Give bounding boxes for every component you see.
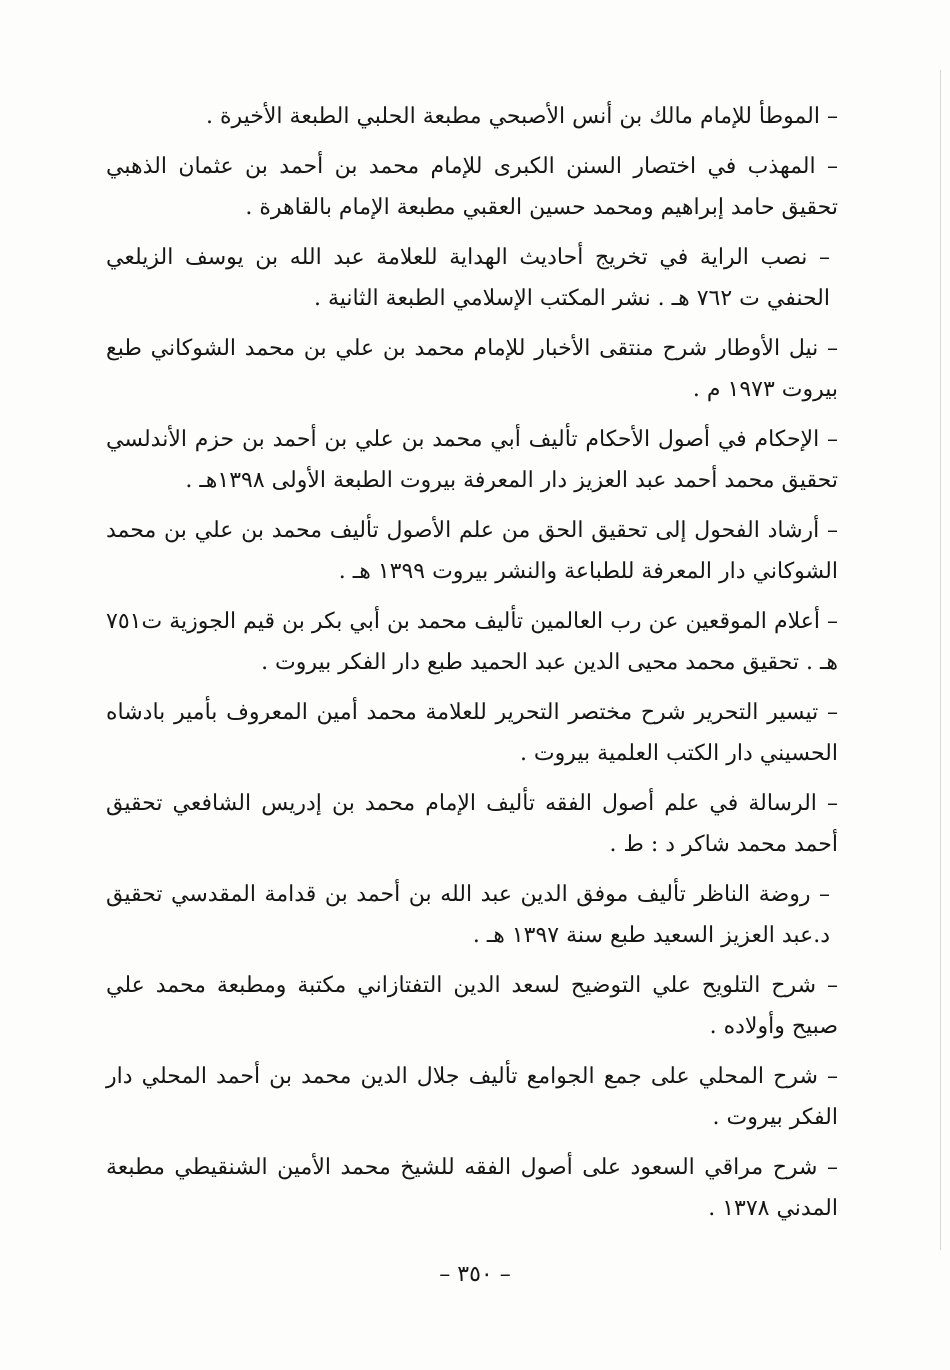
reference-entry: – الرسالة في علم أصول الفقه تأليف الإمام محمد بن إدريس الشافعي تحقيق أحمد محمد شاكر د : ط . bbox=[106, 791, 838, 857]
reference-entry: – شرح المحلي على جمع الجوامع تأليف جلال الدين محمد بن أحمد المحلي دار الفكر بيروت . bbox=[106, 1064, 838, 1130]
reference-entry: – روضة الناظر تأليف موفق الدين عبد الله بن أحمد بن قدامة المقدسي تحقيق د.عبد العزيز السعيد طبع سنة ١٣٩٧ هـ . bbox=[106, 882, 830, 948]
reference-entry: – أعلام الموقعين عن رب العالمين تأليف محمد بن أبي بكر بن قيم الجوزية ت٧٥١ هـ . تحقيق محمد محيى الدين عبد الحميد طبع دار الفكر بيروت . bbox=[106, 609, 838, 675]
reference-entry: – نصب الراية في تخريج أحاديث الهداية للعلامة عبد الله بن يوسف الزيلعي الحنفي ت ٧٦٢ هـ . نشر المكتب الإسلامي الطبعة الثانية . bbox=[106, 245, 830, 311]
reference-entry: – أرشاد الفحول إلى تحقيق الحق من علم الأصول تأليف محمد بن علي بن محمد الشوكاني دار المعرفة للطباعة والنشر بيروت ١٣٩٩ هـ . bbox=[106, 518, 838, 584]
reference-entry: – الإحكام في أصول الأحكام تأليف أبي محمد بن علي بن أحمد بن حزم الأندلسي تحقيق محمد أحمد عبد العزيز دار المعرفة بيروت الطبعة الأولى ١٣٩٨هـ . bbox=[106, 427, 838, 493]
page-number: – ٣٥٠ – bbox=[439, 1262, 511, 1287]
reference-entry: – شرح مراقي السعود على أصول الفقه للشيخ محمد الأمين الشنقيطي مطبعة المدني ١٣٧٨ . bbox=[106, 1155, 838, 1221]
reference-entry: – نيل الأوطار شرح منتقى الأخبار للإمام محمد بن علي بن محمد الشوكاني طبع بيروت ١٩٧٣ م . bbox=[106, 336, 838, 402]
reference-entry: – المهذب في اختصار السنن الكبرى للإمام محمد بن أحمد بن عثمان الذهبي تحقيق حامد إبراهيم ومحمد حسين العقبي مطبعة الإمام بالقاهرة . bbox=[106, 154, 838, 220]
reference-entry: – الموطأ للإمام مالك بن أنس الأصبحي مطبعة الحلبي الطبعة الأخيرة . bbox=[206, 104, 838, 129]
reference-entry: – شرح التلويح علي التوضيح لسعد الدين التفتازاني مكتبة ومطبعة محمد علي صبيح وأولاده . bbox=[106, 973, 838, 1039]
page-edge-line bbox=[940, 70, 941, 1250]
reference-entry: – تيسير التحرير شرح مختصر التحرير للعلامة محمد أمين المعروف بأمير بادشاه الحسيني دار الكتب العلمية بيروت . bbox=[106, 700, 838, 766]
references-list bbox=[106, 96, 838, 1238]
